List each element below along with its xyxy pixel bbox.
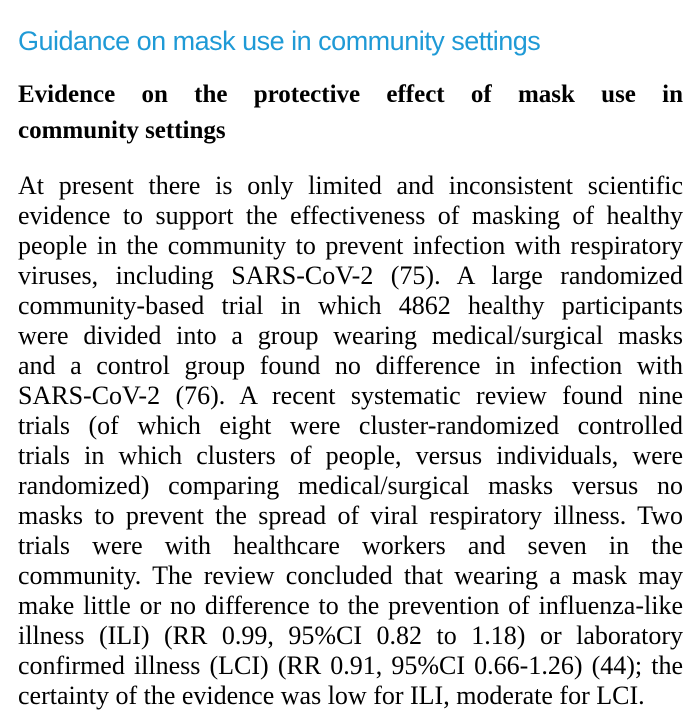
paragraph-line: community. The review concluded that wearing a mask may	[18, 561, 683, 590]
paragraph-line: trials in which clusters of people, versus individuals, were	[18, 441, 683, 470]
paragraph-line: randomized) comparing medical/surgical masks versus no	[18, 471, 683, 500]
paragraph-line: evidence to support the effectiveness of masking of healthy	[18, 201, 683, 230]
paragraph-line: viruses, including SARS-CoV-2 (75). A large randomized	[18, 261, 683, 290]
paragraph-line: trials (of which eight were cluster-randomized controlled	[18, 411, 683, 440]
paragraph-line: make little or no difference to the prevention of influenza-like	[18, 591, 683, 620]
paragraph-line: trials were with healthcare workers and seven in the	[18, 531, 683, 560]
paragraph-line: masks to prevent the spread of viral respiratory illness. Two	[18, 501, 683, 530]
page-title: Guidance on mask use in community settings	[18, 26, 541, 56]
paragraph-line: were divided into a group wearing medical/surgical masks	[18, 321, 683, 350]
paragraph-line: community-based trial in which 4862 healthy participants	[18, 291, 683, 320]
body-paragraph	[18, 171, 683, 711]
paragraph-line: people in the community to prevent infection with respiratory	[18, 231, 683, 260]
paragraph-line: and a control group found no difference in infection with	[18, 351, 683, 380]
paragraph-line: At present there is only limited and inconsistent scientific	[18, 171, 683, 200]
paragraph-line: illness (ILI) (RR 0.99, 95%CI 0.82 to 1.18) or laboratory	[18, 621, 683, 650]
paragraph-line: SARS-CoV-2 (76). A recent systematic review found nine	[18, 381, 683, 410]
paragraph-line: certainty of the evidence was low for ILI, moderate for LCI.	[18, 681, 645, 710]
section-subheading	[18, 77, 683, 149]
subheading-line: community settings	[18, 117, 226, 144]
paragraph-line: confirmed illness (LCI) (RR 0.91, 95%CI 0.66-1.26) (44); the	[18, 651, 683, 680]
subheading-line: Evidence on the protective effect of mask use in	[18, 81, 683, 108]
